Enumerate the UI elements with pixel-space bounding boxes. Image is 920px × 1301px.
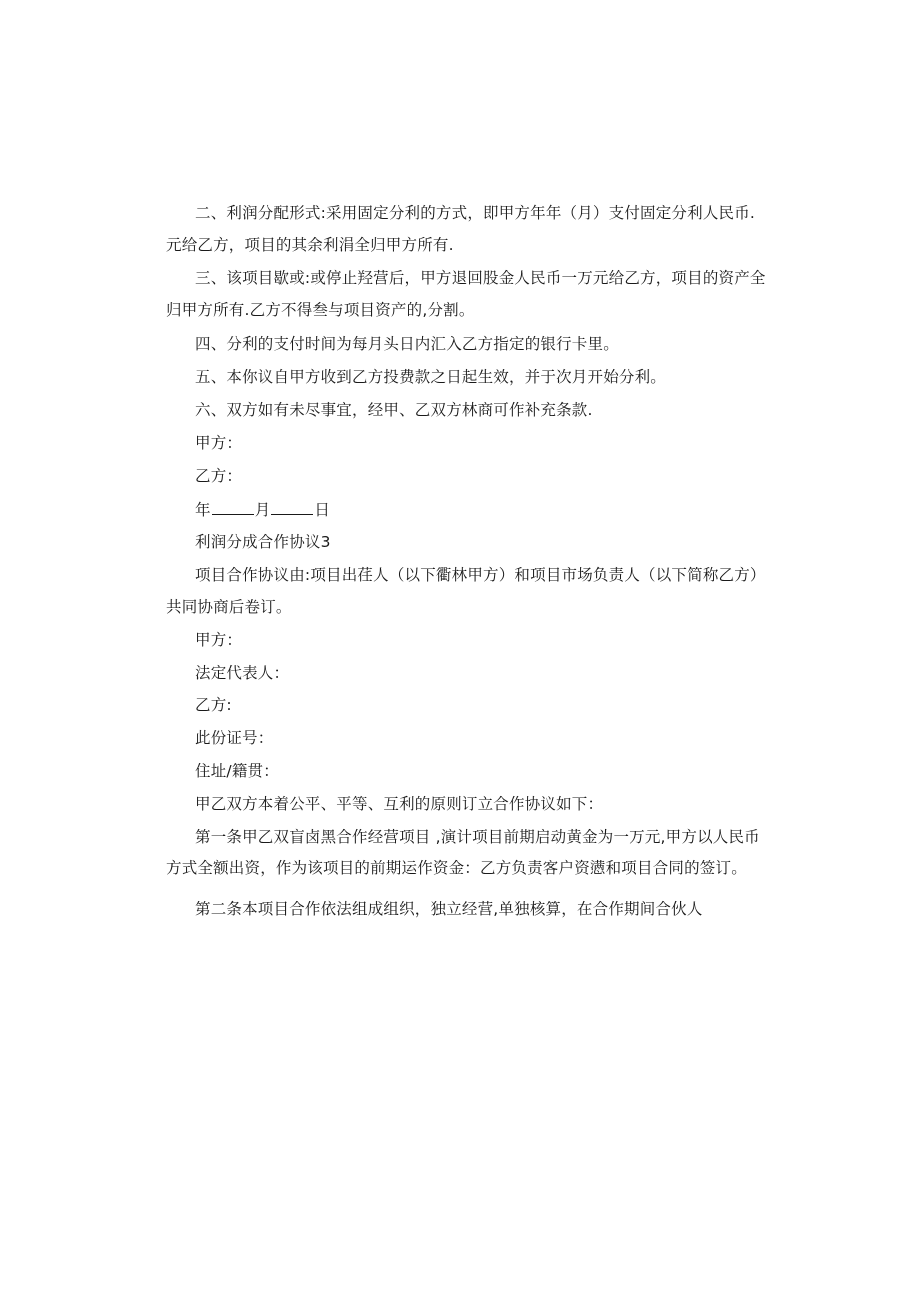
id-number-field: 此份证号： (195, 729, 274, 747)
date-year-blank (212, 499, 254, 515)
article-1-line-2: 方式全额出资，作为该项目的前期运作资金：乙方负责客户资懑和项目合同的签订。 (166, 859, 747, 877)
party-b-field: 乙方: (195, 696, 232, 714)
party-b-label: 乙方： (195, 467, 243, 485)
address-field: 住址/籍贯： (195, 762, 279, 780)
clause-3-line-2: 归甲方所有.乙方不得叁与项目资产的,分割。 (166, 301, 475, 319)
principle-statement: 甲乙双方本着公平、平等、互利的原则订立合作协议如下： (195, 795, 604, 813)
agreement-title: 利润分成合作协议3 (195, 533, 331, 551)
clause-5: 五、本你议自甲方收到乙方投费款之日起生效，并于次月开始分利。 (195, 368, 667, 386)
date-year-label: 年 (195, 501, 211, 519)
date-line (195, 499, 330, 520)
article-2-line-1: 第二条本项目合作依法组成组织，独立经营,单独核算，在合作期间合伙人 (195, 900, 703, 918)
date-day-label: 日 (314, 501, 331, 519)
date-month-label: 月 (254, 501, 271, 519)
clause-6: 六、双方如有未尽事宜，经甲、乙双方林商可作补充条款. (195, 401, 593, 419)
clause-2-line-1: 二、利润分配形式:采用固定分利的方式，即甲方年年（月）支付固定分利人民币. (195, 204, 756, 222)
clause-2-line-2: 元给乙方，项目的其余利涓全归甲方所有. (166, 236, 454, 254)
article-1-line-1: 第一条甲乙双盲卤黑合作经营项目 ,演计项目前期启动黄金为一万元,甲方以人民币 (195, 828, 760, 846)
party-a-label: 甲方： (195, 434, 243, 452)
legal-rep-field: 法定代表人： (195, 664, 290, 682)
intro-line-2: 共同协商后卷订。 (166, 598, 292, 616)
intro-line-1: 项目合作协议由:项目出荏人（以下衢林甲方）和项目市场负责人（以下简称乙方） (195, 566, 766, 584)
date-month-blank (271, 499, 313, 515)
clause-4: 四、分利的支付时间为每月头日内汇入乙方指定的银行卡里。 (195, 335, 619, 353)
party-a-field: 甲方： (195, 631, 243, 649)
clause-3-line-1: 三、该项目歇或:或停止羟营后，甲方退回股金人民币一万元给乙方，项目的资产全 (195, 269, 766, 287)
